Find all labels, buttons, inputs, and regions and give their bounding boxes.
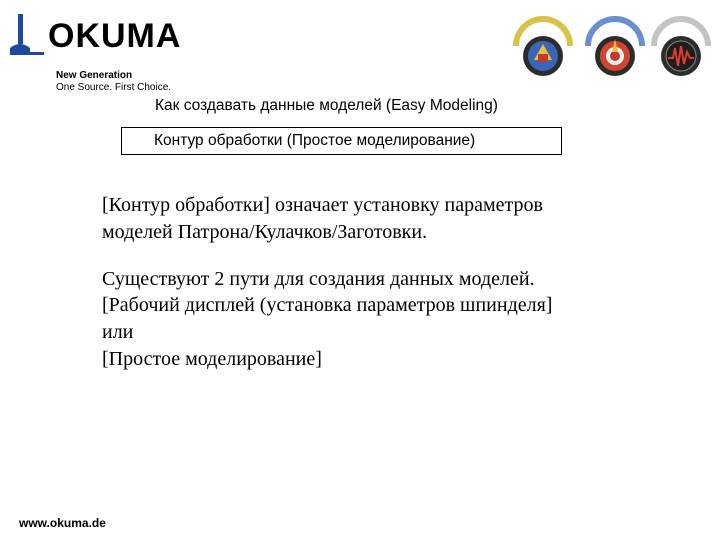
tagline-line2: One Source. First Choice. <box>56 82 172 93</box>
paragraph-2-line-2: [Рабочий дисплей (установка параметров шпинделя] <box>102 294 553 316</box>
slide-subtitle: Как создавать данные моделей (Easy Modeling) <box>155 97 498 114</box>
paragraph-1-line-1: [Контур обработки] означает установку параметров <box>102 194 543 216</box>
machining-navi-badge-icon <box>648 6 714 86</box>
okuma-l-mark-icon <box>8 14 48 56</box>
feature-badges <box>508 6 714 90</box>
paragraph-2-line-3: или <box>102 321 134 343</box>
tagline <box>56 70 171 94</box>
tagline-line1: New Generation <box>56 70 133 81</box>
collision-avoidance-badge-icon <box>510 6 576 86</box>
paragraph-2-line-4: [Простое моделирование] <box>102 348 322 370</box>
paragraph-1-line-2: моделей Патрона/Кулачков/Заготовки. <box>102 221 428 243</box>
brand-name: OKUMA <box>48 17 182 55</box>
paragraph-2-line-1: Существуют 2 пути для создания данных моделей. <box>102 268 535 290</box>
footer-url[interactable]: www.okuma.de <box>19 516 106 530</box>
okuma-logo <box>8 12 208 93</box>
section-title: Контур обработки (Простое моделирование) <box>154 132 476 149</box>
section-title-box <box>121 127 562 155</box>
thermo-friendly-badge-icon <box>582 6 648 86</box>
